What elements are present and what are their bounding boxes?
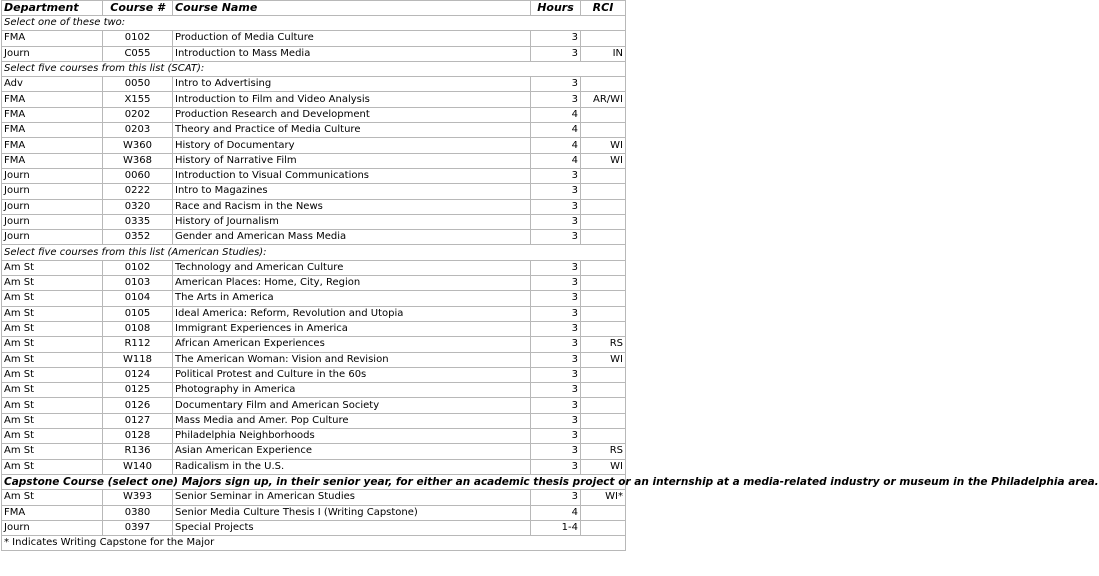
header-department: Department: [2, 1, 103, 16]
table-row: [2, 153, 626, 168]
cell-hours: 3: [531, 214, 581, 229]
header-course-number: Course #: [103, 1, 173, 16]
cell-rci: WI: [581, 153, 626, 168]
cell-course-name: Political Protest and Culture in the 60s: [173, 367, 531, 382]
cell-course-number: W140: [103, 459, 173, 474]
cell-rci: [581, 398, 626, 413]
cell-course-number: 0108: [103, 321, 173, 336]
cell-course-name: Race and Racism in the News: [173, 199, 531, 214]
cell-course-name: Photography in America: [173, 383, 531, 398]
cell-department: Journ: [2, 199, 103, 214]
cell-hours: 4: [531, 107, 581, 122]
cell-course-name: Introduction to Visual Communications: [173, 168, 531, 183]
cell-rci: [581, 413, 626, 428]
cell-hours: 3: [531, 199, 581, 214]
cell-hours: 3: [531, 184, 581, 199]
table-row: [2, 107, 626, 122]
cell-course-number: 0202: [103, 107, 173, 122]
cell-hours: 3: [531, 306, 581, 321]
cell-course-name: Asian American Experience: [173, 444, 531, 459]
cell-course-number: R112: [103, 337, 173, 352]
table-row: [2, 505, 626, 520]
header-course-name: Course Name: [173, 1, 531, 16]
cell-course-name: Intro to Magazines: [173, 184, 531, 199]
cell-rci: [581, 520, 626, 535]
cell-hours: 1-4: [531, 520, 581, 535]
cell-department: Journ: [2, 230, 103, 245]
cell-rci: [581, 429, 626, 444]
table-row: [2, 184, 626, 199]
cell-course-number: W368: [103, 153, 173, 168]
cell-course-number: 0222: [103, 184, 173, 199]
cell-hours: 3: [531, 46, 581, 61]
table-row: [2, 337, 626, 352]
cell-department: Am St: [2, 276, 103, 291]
cell-department: Journ: [2, 168, 103, 183]
cell-course-name: History of Documentary: [173, 138, 531, 153]
cell-department: Am St: [2, 429, 103, 444]
cell-course-name: Senior Seminar in American Studies: [173, 490, 531, 505]
cell-hours: 3: [531, 276, 581, 291]
cell-course-number: 0105: [103, 306, 173, 321]
table-row: [2, 123, 626, 138]
cell-course-name: Introduction to Film and Video Analysis: [173, 92, 531, 107]
capstone-section-header: [2, 474, 626, 489]
cell-hours: 3: [531, 260, 581, 275]
cell-hours: 4: [531, 123, 581, 138]
cell-department: FMA: [2, 138, 103, 153]
cell-department: Am St: [2, 260, 103, 275]
cell-department: FMA: [2, 123, 103, 138]
table-row: [2, 199, 626, 214]
table-row: [2, 321, 626, 336]
cell-hours: 3: [531, 398, 581, 413]
cell-course-number: 0128: [103, 429, 173, 444]
cell-department: Journ: [2, 184, 103, 199]
cell-hours: 3: [531, 31, 581, 46]
section-title: Select one of these two:: [2, 16, 626, 31]
cell-department: Journ: [2, 520, 103, 535]
cell-hours: 3: [531, 77, 581, 92]
header-hours: Hours: [531, 1, 581, 16]
table-row: [2, 520, 626, 535]
cell-department: Journ: [2, 214, 103, 229]
cell-course-name: The American Woman: Vision and Revision: [173, 352, 531, 367]
cell-course-number: 0203: [103, 123, 173, 138]
cell-rci: RS: [581, 444, 626, 459]
cell-course-number: 0380: [103, 505, 173, 520]
table-row: [2, 413, 626, 428]
table-row: [2, 367, 626, 382]
table-row: [2, 459, 626, 474]
table-row: [2, 490, 626, 505]
cell-course-number: X155: [103, 92, 173, 107]
table-row: [2, 31, 626, 46]
cell-department: Am St: [2, 383, 103, 398]
cell-course-name: Mass Media and Amer. Pop Culture: [173, 413, 531, 428]
cell-course-name: Production of Media Culture: [173, 31, 531, 46]
cell-department: Am St: [2, 291, 103, 306]
cell-course-number: 0102: [103, 260, 173, 275]
cell-course-name: Documentary Film and American Society: [173, 398, 531, 413]
cell-course-number: C055: [103, 46, 173, 61]
table-row: [2, 138, 626, 153]
cell-hours: 3: [531, 459, 581, 474]
cell-course-name: Senior Media Culture Thesis I (Writing Capstone): [173, 505, 531, 520]
table-row: [2, 168, 626, 183]
cell-rci: RS: [581, 337, 626, 352]
cell-department: Am St: [2, 352, 103, 367]
cell-rci: [581, 276, 626, 291]
cell-department: Am St: [2, 306, 103, 321]
cell-department: Am St: [2, 444, 103, 459]
cell-rci: [581, 306, 626, 321]
cell-department: FMA: [2, 153, 103, 168]
table-row: [2, 214, 626, 229]
table-row: [2, 306, 626, 321]
cell-department: Am St: [2, 459, 103, 474]
cell-rci: [581, 214, 626, 229]
cell-hours: 3: [531, 92, 581, 107]
cell-rci: [581, 168, 626, 183]
cell-course-number: 0102: [103, 31, 173, 46]
cell-course-name: Intro to Advertising: [173, 77, 531, 92]
table-row: [2, 444, 626, 459]
cell-rci: [581, 291, 626, 306]
cell-course-number: 0352: [103, 230, 173, 245]
section-title: Select five courses from this list (American Studies):: [2, 245, 626, 260]
cell-course-name: Introduction to Mass Media: [173, 46, 531, 61]
cell-rci: WI*: [581, 490, 626, 505]
header-row: [2, 1, 626, 16]
cell-hours: 3: [531, 383, 581, 398]
cell-course-number: 0060: [103, 168, 173, 183]
cell-hours: 3: [531, 321, 581, 336]
header-rci: RCI: [581, 1, 626, 16]
table-row: [2, 276, 626, 291]
cell-hours: 4: [531, 505, 581, 520]
cell-course-name: The Arts in America: [173, 291, 531, 306]
cell-department: FMA: [2, 107, 103, 122]
cell-hours: 4: [531, 138, 581, 153]
cell-rci: IN: [581, 46, 626, 61]
cell-rci: [581, 77, 626, 92]
cell-hours: 3: [531, 291, 581, 306]
cell-course-name: American Places: Home, City, Region: [173, 276, 531, 291]
cell-course-number: 0124: [103, 367, 173, 382]
cell-course-number: W360: [103, 138, 173, 153]
cell-course-number: 0335: [103, 214, 173, 229]
cell-rci: [581, 107, 626, 122]
table-row: [2, 46, 626, 61]
footnote: * Indicates Writing Capstone for the Major: [2, 536, 626, 551]
cell-course-name: African American Experiences: [173, 337, 531, 352]
table-row: [2, 291, 626, 306]
cell-course-number: 0127: [103, 413, 173, 428]
cell-hours: 3: [531, 230, 581, 245]
cell-course-number: 0050: [103, 77, 173, 92]
cell-course-name: Immigrant Experiences in America: [173, 321, 531, 336]
cell-course-name: Gender and American Mass Media: [173, 230, 531, 245]
cell-hours: 3: [531, 444, 581, 459]
cell-hours: 3: [531, 413, 581, 428]
cell-rci: [581, 383, 626, 398]
cell-course-number: W118: [103, 352, 173, 367]
cell-course-number: 0126: [103, 398, 173, 413]
cell-rci: [581, 367, 626, 382]
cell-rci: WI: [581, 459, 626, 474]
cell-department: FMA: [2, 505, 103, 520]
cell-hours: 3: [531, 352, 581, 367]
cell-course-name: Technology and American Culture: [173, 260, 531, 275]
cell-department: Am St: [2, 413, 103, 428]
cell-course-number: 0125: [103, 383, 173, 398]
cell-rci: WI: [581, 138, 626, 153]
cell-course-name: Theory and Practice of Media Culture: [173, 123, 531, 138]
table-row: [2, 77, 626, 92]
cell-department: Adv: [2, 77, 103, 92]
cell-department: Am St: [2, 337, 103, 352]
table-row: [2, 352, 626, 367]
cell-course-name: Ideal America: Reform, Revolution and Utopia: [173, 306, 531, 321]
cell-hours: 3: [531, 337, 581, 352]
course-table: [1, 0, 1099, 551]
cell-rci: [581, 199, 626, 214]
table-row: [2, 230, 626, 245]
cell-course-name: Radicalism in the U.S.: [173, 459, 531, 474]
cell-course-name: Special Projects: [173, 520, 531, 535]
cell-department: Am St: [2, 490, 103, 505]
cell-course-name: History of Journalism: [173, 214, 531, 229]
cell-department: FMA: [2, 31, 103, 46]
cell-course-number: 0104: [103, 291, 173, 306]
cell-course-number: 0320: [103, 199, 173, 214]
section-header: [2, 245, 626, 260]
cell-department: Am St: [2, 398, 103, 413]
cell-rci: [581, 321, 626, 336]
cell-course-name: Philadelphia Neighborhoods: [173, 429, 531, 444]
cell-rci: [581, 260, 626, 275]
cell-department: Am St: [2, 321, 103, 336]
cell-department: FMA: [2, 92, 103, 107]
cell-hours: 3: [531, 367, 581, 382]
table-row: [2, 260, 626, 275]
cell-rci: AR/WI: [581, 92, 626, 107]
table-row: [2, 429, 626, 444]
section-title: Select five courses from this list (SCAT):: [2, 61, 626, 76]
cell-course-name: History of Narrative Film: [173, 153, 531, 168]
table-row: [2, 398, 626, 413]
cell-course-number: 0397: [103, 520, 173, 535]
cell-hours: 3: [531, 490, 581, 505]
cell-hours: 3: [531, 168, 581, 183]
table-row: [2, 383, 626, 398]
section-header: [2, 16, 626, 31]
cell-rci: [581, 230, 626, 245]
cell-course-number: 0103: [103, 276, 173, 291]
cell-rci: [581, 505, 626, 520]
cell-hours: 4: [531, 153, 581, 168]
cell-course-number: R136: [103, 444, 173, 459]
table-row: [2, 92, 626, 107]
footnote-row: [2, 536, 626, 551]
cell-rci: [581, 123, 626, 138]
cell-rci: WI: [581, 352, 626, 367]
cell-course-name: Production Research and Development: [173, 107, 531, 122]
cell-rci: [581, 184, 626, 199]
cell-course-number: W393: [103, 490, 173, 505]
section-title: Capstone Course (select one) Majors sign up, in their senior year, for either an academic thesis project or an internship at a media-related industry or museum in the Philadelphia area.: [2, 474, 626, 489]
cell-department: Am St: [2, 367, 103, 382]
cell-department: Journ: [2, 46, 103, 61]
section-header: [2, 61, 626, 76]
cell-rci: [581, 31, 626, 46]
cell-hours: 3: [531, 429, 581, 444]
